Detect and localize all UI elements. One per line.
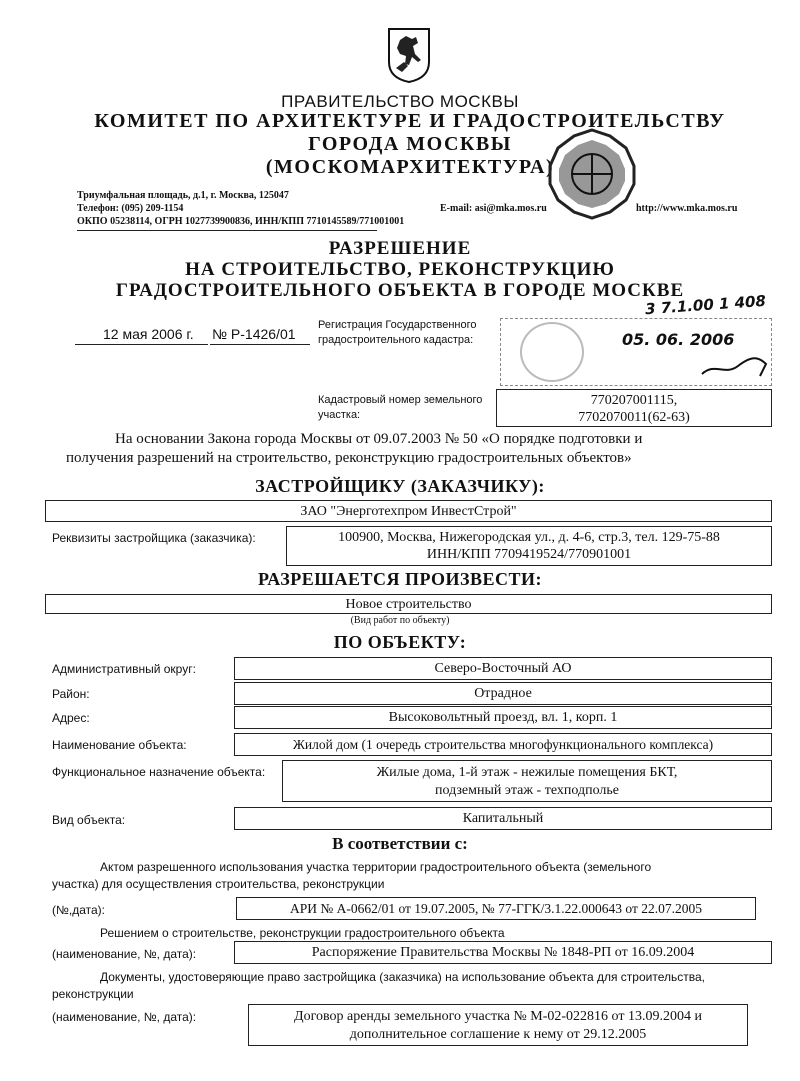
docs-text-1: Документы, удостоверяющие право застройщика (заказчика) на использование объекта для строительства, xyxy=(100,970,705,984)
address-label: Адрес: xyxy=(52,711,90,725)
docs-value-1: Договор аренды земельного участка № М-02-022816 от 13.09.2004 и xyxy=(294,1009,702,1024)
docs-label: (наименование, №, дата): xyxy=(52,1010,197,1024)
purpose-value-1: Жилые дома, 1-й этаж - нежилые помещения БКТ, xyxy=(376,765,678,780)
cadastral-number-1: 770207001115, xyxy=(590,393,678,408)
act-text-2: участка) для осуществления строительства, реконструкции xyxy=(52,877,385,891)
header-codes: ОКПО 05238114, ОГРН 1027739900836, ИНН/КПП 7710145589/771001001 xyxy=(77,216,405,227)
header-phone: Телефон: (095) 209-1154 xyxy=(77,203,184,214)
object-kind-box xyxy=(234,807,772,830)
decision-box xyxy=(234,941,772,964)
developer-details-inn: ИНН/КПП 7709419524/770901001 xyxy=(426,547,632,562)
object-heading: ПО ОБЪЕКТУ: xyxy=(333,632,467,652)
accordance-heading: В соответствии с: xyxy=(332,834,468,853)
header-email: E-mail: asi@mka.mos.ru xyxy=(440,203,547,214)
act-label: (№,дата): xyxy=(52,903,105,917)
government-name: ПРАВИТЕЛЬСТВО МОСКВЫ xyxy=(281,92,519,111)
district-box xyxy=(234,657,772,680)
cadastral-label: Кадастровый номер земельного участка: xyxy=(318,394,483,421)
committee-name: КОМИТЕТ ПО АРХИТЕКТУРЕ И ГРАДОСТРОИТЕЛЬСТВУ xyxy=(94,110,726,132)
docs-text-2: реконструкции xyxy=(52,987,134,1001)
docs-value-2: дополнительное соглашение к нему от 29.12.2005 xyxy=(349,1027,647,1042)
cadastral-number-2: 7702070011(62-63) xyxy=(578,410,690,425)
committee-seal-stamp xyxy=(546,128,638,220)
work-type-box xyxy=(45,594,772,614)
registration-label: Регистрация Государственного градостроительного кадастра: xyxy=(318,319,477,346)
purpose-value-2: подземный этаж - техподполье xyxy=(435,783,619,798)
registrar-signature xyxy=(700,352,770,380)
developer-heading: ЗАСТРОЙЩИКУ (ЗАКАЗЧИКУ): xyxy=(255,476,545,496)
address-value: Высоковольтный проезд, вл. 1, корп. 1 xyxy=(388,710,618,725)
act-value: АРИ № А-0662/01 от 19.07.2005, № 77-ГГК/3.1.22.000643 от 22.07.2005 xyxy=(289,901,703,916)
object-name-value: Жилой дом (1 очередь строительства многофункционального комплекса) xyxy=(292,737,714,752)
address-box xyxy=(234,706,772,729)
permit-number: № Р-1426/01 xyxy=(212,326,296,342)
developer-details-box xyxy=(286,526,772,566)
area-label: Район: xyxy=(52,687,90,701)
district-label: Административный округ: xyxy=(52,662,196,676)
permit-date: 12 мая 2006 г. xyxy=(103,326,194,342)
purpose-box xyxy=(282,760,772,802)
header-address: Триумфальная площадь, д.1, г. Москва, 125047 xyxy=(77,190,289,201)
handwritten-reg-date: 05. 06. 2006 xyxy=(622,330,735,349)
docs-box xyxy=(248,1004,748,1046)
developer-details-label: Реквизиты застройщика (заказчика): xyxy=(52,531,256,545)
registration-round-stamp xyxy=(520,322,584,382)
purpose-label: Функциональное назначение объекта: xyxy=(52,765,266,779)
decision-value: Распоряжение Правительства Москвы № 1848-РП от 16.09.2004 xyxy=(311,945,695,960)
moscow-coat-of-arms xyxy=(386,26,432,84)
work-type: Новое строительство xyxy=(345,597,472,612)
district-value: Северо-Восточный АО xyxy=(434,661,572,676)
developer-details-address: 100900, Москва, Нижегородская ул., д. 4-6, стр.3, тел. 129-75-88 xyxy=(338,530,720,545)
developer-name-box xyxy=(45,500,772,522)
committee-city: ГОРОДА МОСКВЫ xyxy=(308,133,512,155)
decision-label: (наименование, №, дата): xyxy=(52,947,197,961)
permit-subtitle-1: НА СТРОИТЕЛЬСТВО, РЕКОНСТРУКЦИЮ xyxy=(185,259,615,280)
basis-line-1: На основании Закона города Москвы от 09.07.2003 № 50 «О порядке подготовки и xyxy=(115,431,643,447)
area-box xyxy=(234,682,772,705)
permit-date-underline xyxy=(75,344,208,345)
work-type-caption: (Вид работ по объекту) xyxy=(350,615,450,626)
object-name-box xyxy=(234,733,772,756)
handwritten-reg-number: 3 7.1.00 1 408 xyxy=(644,291,767,319)
cadastral-number-box xyxy=(496,389,772,427)
permit-number-underline xyxy=(210,344,310,345)
act-box xyxy=(236,897,756,920)
act-text-1: Актом разрешенного использования участка территории градостроительного объекта (земельного xyxy=(100,860,652,874)
header-codes-underline xyxy=(77,230,377,231)
object-name-label: Наименование объекта: xyxy=(52,738,187,752)
object-kind-value: Капитальный xyxy=(462,811,544,826)
permit-title: РАЗРЕШЕНИЕ xyxy=(328,238,472,259)
area-value: Отрадное xyxy=(474,686,532,701)
permit-subtitle-2: ГРАДОСТРОИТЕЛЬНОГО ОБЪЕКТА В ГОРОДЕ МОСКВЕ xyxy=(115,280,685,301)
object-kind-label: Вид объекта: xyxy=(52,813,126,827)
committee-abbrev: (МОСКОМАРХИТЕКТУРА) xyxy=(265,156,555,178)
header-website: http://www.mka.mos.ru xyxy=(636,203,738,214)
developer-name: ЗАО "Энерготехпром ИнвестСтрой" xyxy=(300,504,517,519)
work-heading: РАЗРЕШАЕТСЯ ПРОИЗВЕСТИ: xyxy=(258,569,542,589)
basis-line-2: получения разрешений на строительство, реконструкцию градостроительных объектов» xyxy=(66,450,632,466)
decision-text: Решением о строительстве, реконструкции градостроительного объекта xyxy=(100,926,505,940)
